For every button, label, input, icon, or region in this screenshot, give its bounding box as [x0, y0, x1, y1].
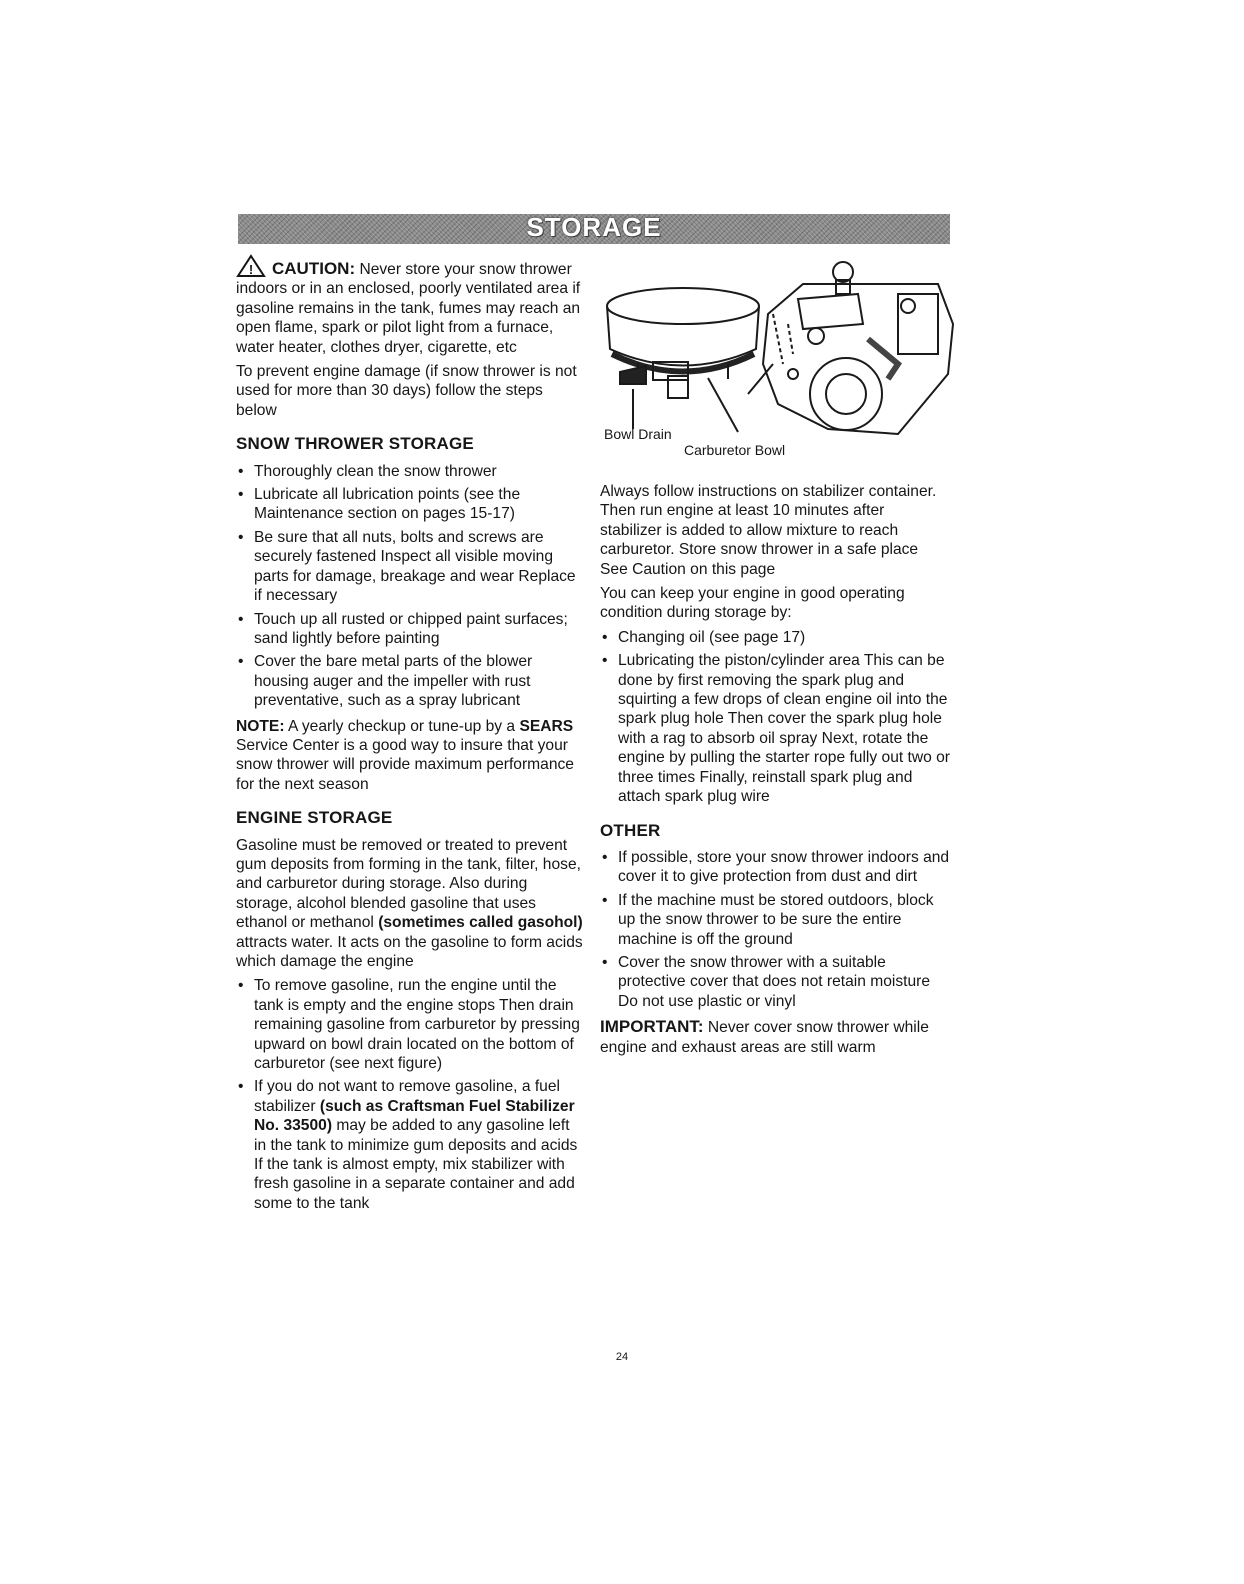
list-item: • Lubricating the piston/cylinder area This can be done by first removing the spark plug and squirting a few drops of clean engine oil into the spark plug hole Then cover the spark plug hole with a rag to absorb oil spray Next, rotate the engine by pulling the starter rope fully out two or three times Finally, reinstall spark plug and attach spark plug wire: [600, 651, 950, 806]
important-label: IMPORTANT:: [600, 1017, 704, 1037]
caution-block: [236, 254, 586, 357]
page-title: STORAGE: [526, 212, 662, 242]
list-item: • If the machine must be stored outdoors, block up the snow thrower to be sure the entire machine is off the ground: [600, 891, 950, 949]
carburetor-bowl-label: Carburetor Bowl: [684, 442, 786, 458]
bowl-drain-label: Bowl Drain: [604, 426, 672, 442]
list-item: • If possible, store your snow thrower indoors and cover it to give protection from dust and dirt: [600, 848, 950, 887]
list-item: • Cover the snow thrower with a suitable protective cover that does not retain moisture Do not use plastic or vinyl: [600, 953, 950, 1011]
engine-storage-heading: ENGINE STORAGE: [236, 808, 393, 828]
engine-storage-intro: [236, 836, 586, 972]
stabilizer-product: (such as Craftsman Fuel Stabilizer No. 33500): [254, 1097, 575, 1135]
engine-intro-2: attracts water. It acts on the gasoline to form acids which damage the engine: [236, 933, 583, 970]
caution-text: Never store your snow thrower indoors or in an enclosed, poorly ventilated area if gasoline remains in the tank, fumes may reach an open flame, spark or pilot light from a furnace, water heater, clothes dryer, cigarette, etc: [236, 261, 581, 356]
list-item: • Cover the bare metal parts of the blower housing auger and the impeller with rust preventative, such as a spray lubricant: [236, 652, 586, 710]
right-column: [600, 482, 950, 1062]
stabilizer-text-a: If you do not want to remove gasoline, a fuel stabilizer: [254, 1078, 560, 1115]
note-brand: SEARS: [519, 717, 574, 735]
engine-intro-bold: (sometimes called gasohol): [378, 914, 583, 932]
important-paragraph: [600, 1017, 950, 1057]
note-text-2: Service Center is a good way to insure that your snow thrower will provide maximum performance for the next season: [236, 736, 574, 793]
list-item: • Thoroughly clean the snow thrower: [236, 462, 586, 481]
list-item: • To remove gasoline, run the engine until the tank is empty and the engine stops Then drain remaining gasoline from carburetor by pressing upward on bowl drain located on the bottom of carburetor (see next figure): [236, 976, 586, 1073]
list-item: • Touch up all rusted or chipped paint surfaces; sand lightly before painting: [236, 610, 586, 649]
snow-thrower-storage-heading: SNOW THROWER STORAGE: [236, 434, 474, 454]
note-text-1: A yearly checkup or tune-up by a: [288, 717, 516, 735]
engine-storage-list: [236, 976, 586, 1213]
other-list: [600, 848, 950, 1011]
carburetor-figure: [598, 254, 958, 464]
other-heading: OTHER: [600, 820, 661, 840]
important-text: Never cover snow thrower while engine and exhaust areas are still warm: [600, 1019, 929, 1056]
list-item: • Changing oil (see page 17): [600, 628, 950, 647]
engine-condition-list: [600, 628, 950, 807]
stabilizer-instructions: Always follow instructions on stabilizer container. Then run engine at least 10 minutes after stabilizer is added to allow mixture to reach carburetor. Store snow thrower in a safe place See Caution on this page: [600, 483, 937, 578]
caution-intro: To prevent engine damage (if snow thrower is not used for more than 30 days) follow the steps below: [236, 363, 577, 419]
caution-label: CAUTION:: [272, 259, 356, 278]
section-banner: [238, 214, 950, 244]
list-item: • Be sure that all nuts, bolts and screws are securely fastened Inspect all visible moving parts for damage, breakage and wear Replace if necessary: [236, 528, 586, 606]
warning-triangle-icon: [236, 254, 266, 278]
page-number: 24: [615, 1351, 629, 1363]
left-column: [236, 254, 586, 1219]
list-item: • Lubricate all lubrication points (see the Maintenance section on pages 15-17): [236, 485, 586, 524]
snow-thrower-storage-list: [236, 462, 586, 711]
engine-intro-1: Gasoline must be removed or treated to prevent gum deposits from forming in the tank, filter, hose, and carburetor during storage. Also during storage, alcohol blended gasoline that uses ethanol or methanol: [236, 836, 581, 932]
svg-text:!: !: [248, 262, 254, 277]
note-paragraph: [236, 717, 586, 795]
list-item: [236, 1077, 586, 1213]
operating-condition-intro: You can keep your engine in good operating condition during storage by:: [600, 585, 905, 622]
note-label: NOTE:: [236, 717, 285, 735]
stabilizer-text-b: may be added to any gasoline left in the tank to minimize gum deposits and acids If the tank is almost empty, mix stabilizer with fresh gasoline in a separate container and add some to the tank: [254, 1117, 578, 1212]
